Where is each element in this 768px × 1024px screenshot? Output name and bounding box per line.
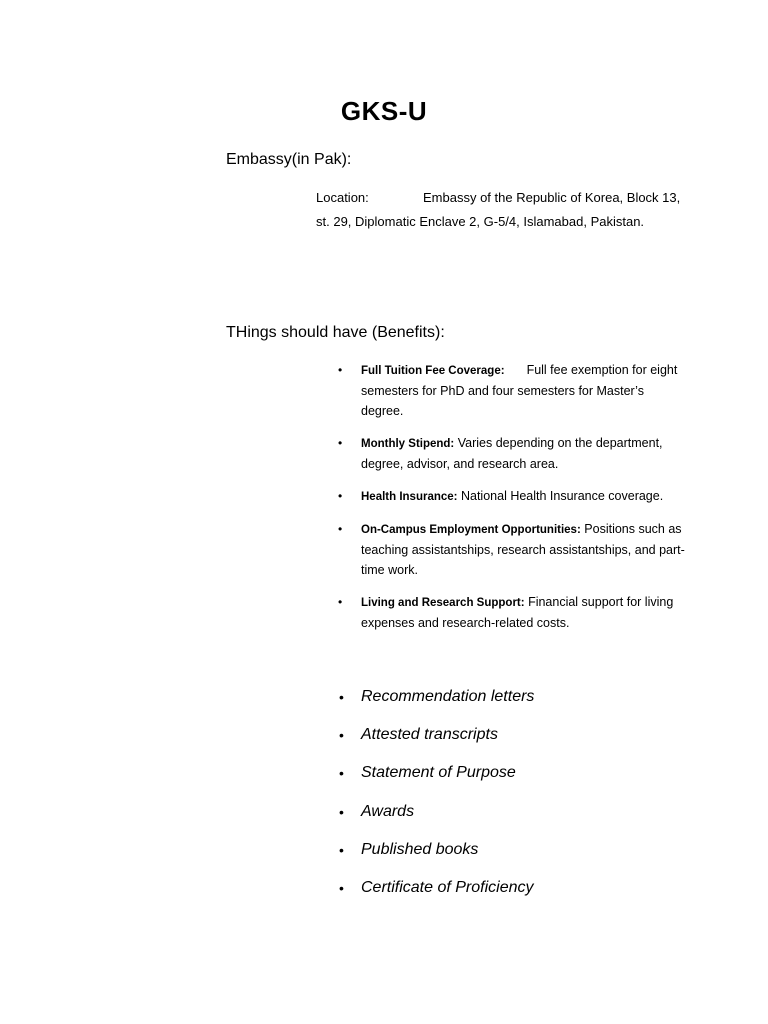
benefit-item-employment: [336, 519, 686, 580]
location-line-2: st. 29, Diplomatic Enclave 2, G-5/4, Islamabad, Pakistan.: [316, 214, 645, 229]
benefit-name: Full Tuition Fee Coverage:: [361, 365, 505, 377]
bullet-icon: •: [338, 489, 343, 503]
page-title: GKS-U: [340, 96, 428, 126]
benefit-name: Living and Research Support:: [361, 597, 525, 609]
document-item: [336, 722, 534, 760]
document-item-text: Attested transcripts: [361, 726, 498, 744]
bullet-icon: •: [338, 595, 343, 609]
document-item: [336, 684, 534, 722]
benefits-list: [336, 360, 686, 645]
document-item-text: Statement of Purpose: [361, 764, 516, 782]
benefit-text: National Health Insurance coverage.: [460, 489, 664, 503]
bullet-icon: •: [339, 727, 344, 744]
benefit-item-tuition: [336, 360, 686, 421]
benefit-name: Monthly Stipend:: [361, 438, 455, 450]
document-item: [336, 799, 534, 837]
bullet-icon: •: [339, 803, 344, 820]
benefit-text: Full fee exemption for eight semesters for PhD and four semesters for Master’s degree.: [361, 363, 678, 418]
bullet-icon: •: [339, 879, 344, 896]
embassy-heading: Embassy(in Pak):: [226, 151, 352, 168]
benefit-text: Positions such as teaching assistantships, research assistantships, and part-time work.: [361, 522, 685, 577]
benefit-name: Health Insurance:: [361, 491, 458, 503]
benefit-item-insurance: [336, 486, 686, 507]
benefit-text: Varies depending on the department, degree, advisor, and research area.: [361, 436, 663, 471]
benefit-text: Financial support for living expenses and research-related costs.: [361, 595, 674, 630]
bullet-icon: •: [339, 689, 344, 705]
location-label: Location:: [316, 190, 369, 205]
document-item-text: Published books: [361, 840, 479, 858]
benefits-heading: THings should have (Benefits):: [226, 324, 445, 341]
embassy-location: [316, 186, 686, 234]
benefit-name: On-Campus Employment Opportunities:: [361, 524, 581, 536]
benefit-item-stipend: [336, 433, 686, 474]
document-item-text: Awards: [361, 802, 415, 820]
bullet-icon: •: [339, 841, 344, 858]
bullet-icon: •: [338, 436, 343, 450]
location-line-1: Embassy of the Republic of Korea, Block 13,: [423, 190, 681, 205]
bullet-icon: •: [338, 363, 343, 377]
bullet-icon: •: [339, 765, 344, 782]
benefit-item-living-support: [336, 592, 686, 633]
document-item: [336, 760, 534, 798]
document-item: [336, 875, 534, 913]
document-item-text: Certificate of Proficiency: [361, 878, 534, 896]
bullet-icon: •: [338, 522, 343, 536]
document-item: [336, 837, 534, 875]
documents-list: [336, 684, 534, 913]
document-item-text: Recommendation letters: [361, 688, 535, 705]
